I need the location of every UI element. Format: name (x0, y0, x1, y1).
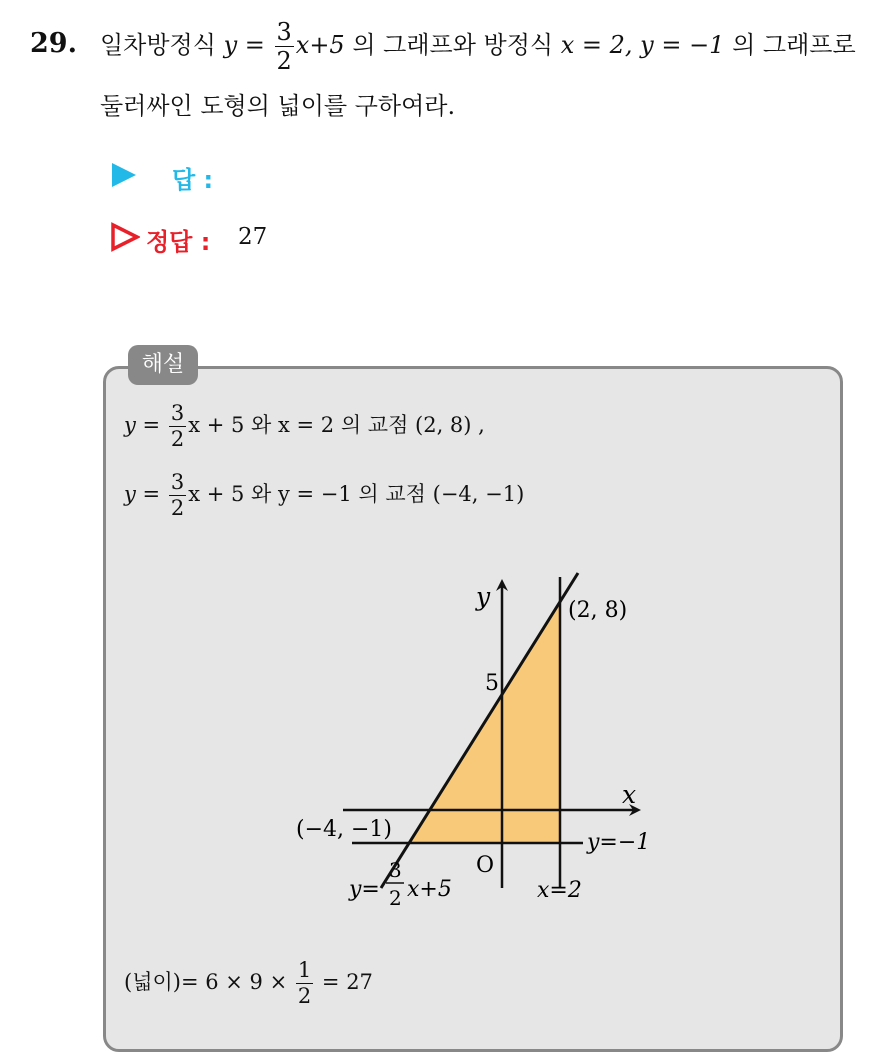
solution-tag: 해설 (128, 345, 198, 385)
point-top-label: (2, 8) (568, 598, 628, 623)
point-left-label: (−4, −1) (296, 817, 393, 842)
fraction-denominator: 2 (170, 427, 185, 451)
tick-5-label: 5 (485, 671, 499, 696)
question-number: 29. (30, 28, 77, 59)
solution-line1-lhs: y = (124, 413, 161, 437)
line-x-label: x=2 (537, 878, 582, 903)
solution-area-line (124, 960, 373, 1007)
area-fraction (296, 960, 313, 1007)
fraction-denominator: 2 (170, 496, 185, 520)
fraction-numerator: 3 (170, 470, 185, 494)
fraction-numerator: 3 (276, 18, 292, 46)
slope-label-prefix: y= (349, 877, 380, 902)
solution-line1-rest: x + 5 와 x = 2 의 교점 (2, 8) , (188, 413, 485, 437)
slope-label-suffix: x+5 (407, 877, 452, 902)
area-rhs: = 27 (321, 970, 373, 994)
answer-label: 답 : (172, 166, 214, 194)
question-eqs: x = 2, y = −1 (560, 31, 725, 59)
question-mid: 의 그래프와 방정식 (352, 31, 554, 59)
origin-label: O (476, 853, 495, 878)
slope-label-num: 3 (389, 858, 402, 882)
area-lhs: (넓이)= 6 × 9 × (124, 970, 288, 994)
question-eq-lhs: y = (223, 31, 265, 59)
question-prefix: 일차방정식 (100, 31, 216, 59)
x-axis-label: x (622, 780, 637, 809)
fraction-numerator: 1 (297, 958, 312, 982)
correct-answer-value: 27 (238, 224, 268, 250)
fraction-denominator: 2 (297, 984, 312, 1008)
correct-answer-label: 정답 : (146, 228, 211, 256)
solution-line2-rest: x + 5 와 y = −1 의 교점 (−4, −1) (188, 482, 525, 506)
solution-line2-lhs: y = (124, 482, 161, 506)
y-axis-label: y (476, 582, 491, 611)
fraction-denominator: 2 (276, 47, 292, 75)
line-y-label: y=−1 (587, 830, 651, 855)
question-eq-rhs: x+5 (295, 31, 345, 59)
slope-label-den: 2 (389, 886, 402, 910)
fraction-numerator: 3 (170, 401, 185, 425)
question-line-2: 둘러싸인 도형의 넓이를 구하여라. (100, 92, 456, 120)
question-suffix: 의 그래프로 (732, 31, 856, 59)
